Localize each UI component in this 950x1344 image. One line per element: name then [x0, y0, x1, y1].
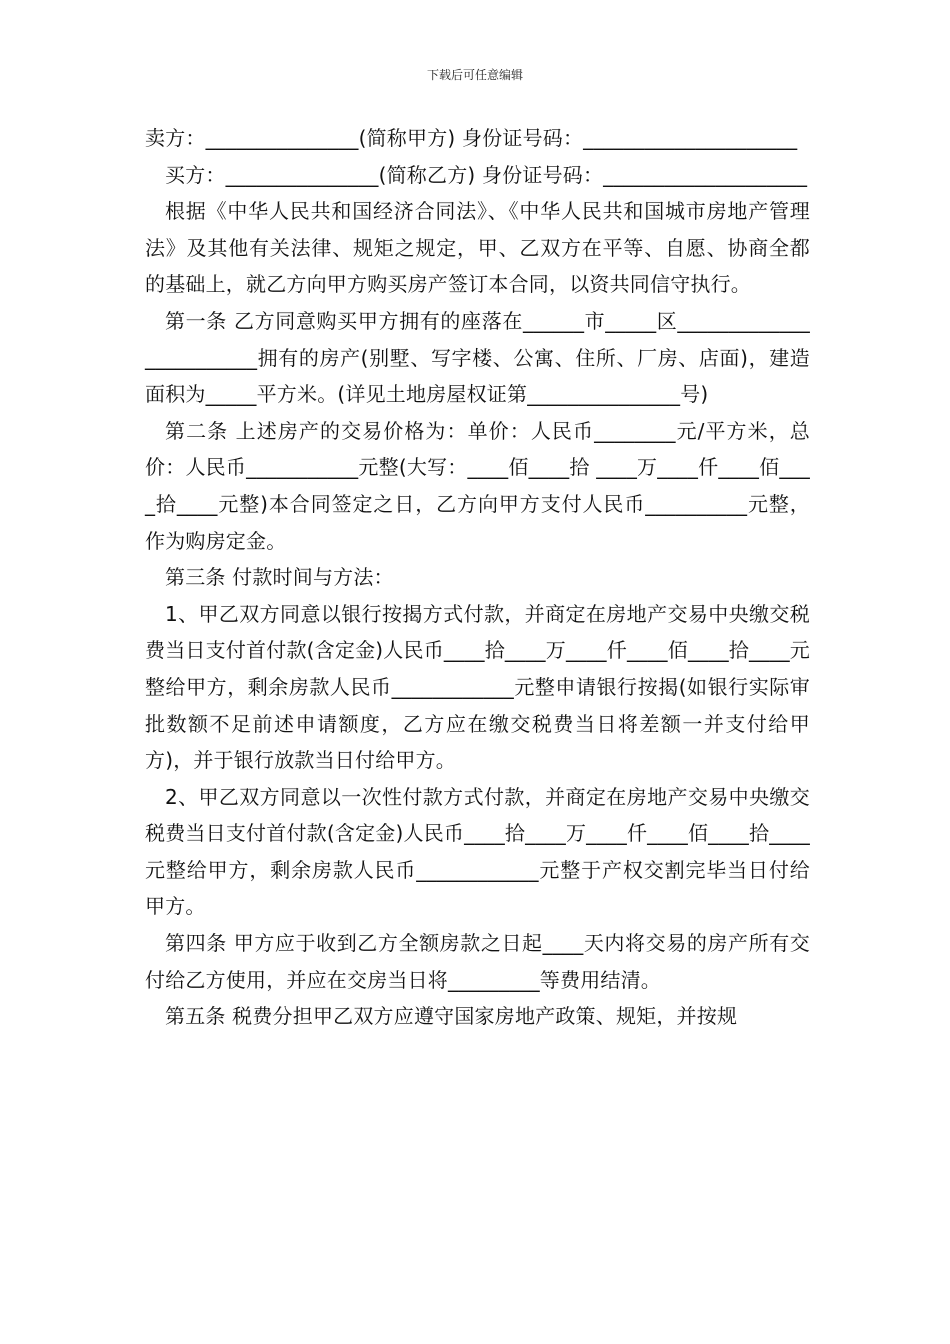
article-5-paragraph: 第五条 税费分担甲乙双方应遵守国家房地产政策、规矩，并按规 — [165, 1004, 738, 1029]
preamble-paragraph: 根据《中华人民共和国经济合同法》、《中华人民共和国城市房地产管理法》及其他有关法律、规矩之规定，甲、乙双方在平等、自愿、协商全都的基础上，就乙方向甲方购买房产签订本合同，以资共同信守执行。 — [145, 199, 810, 297]
article-3-heading: 第三条 付款时间与方法： — [165, 565, 394, 590]
seller-line: 卖方：_______________(简称甲方) 身份证号码：_____________________ — [145, 126, 798, 150]
contract-body — [145, 120, 810, 1035]
article-3-item-1: 1、甲乙双方同意以银行按揭方式付款，并商定在房地产交易中央缴交税费当日支付首付款(含定金)人民币____拾____万____仟____佰____拾____元整给甲方，剩余房款人民币____________元整申请银行按揭(如银行实际审批数额不足前述申请额度，乙方应在缴交税费当日将差额一并支付给甲方)，并于银行放款当日付给甲方。 — [145, 601, 810, 773]
buyer-line: 买方：_______________(简称乙方) 身份证号码：____________________ — [165, 162, 808, 187]
article-3-item-2: 2、甲乙双方同意以一次性付款方式付款，并商定在房地产交易中央缴交税费当日支付首付款(含定金)人民币____拾____万____仟____佰____拾____元整给甲方，剩余房款人民币____________元整于产权交割完毕当日付给甲方。 — [145, 784, 810, 919]
article-1-paragraph: 第一条 乙方同意购买甲方拥有的座落在______市_____区________________________拥有的房产(别墅、写字楼、公寓、住所、厂房、店面)，建造面积为_____平方米。(详见土地房屋权证第_______________号) — [145, 308, 810, 407]
article-4-paragraph: 第四条 甲方应于收到乙方全额房款之日起____天内将交易的房产所有交付给乙方使用，并应在交房当日将_________等费用结清。 — [145, 931, 810, 992]
page-header-note: 下载后可任意编辑 — [426, 68, 523, 82]
article-2-paragraph: 第二条 上述房产的交易价格为：单价：人民币________元/平方米，总价：人民币___________元整(大写：____佰____拾 ____万____仟____佰____拾____元整)本合同签定之日，乙方向甲方支付人民币__________元整，作为购房定金。 — [145, 418, 810, 553]
